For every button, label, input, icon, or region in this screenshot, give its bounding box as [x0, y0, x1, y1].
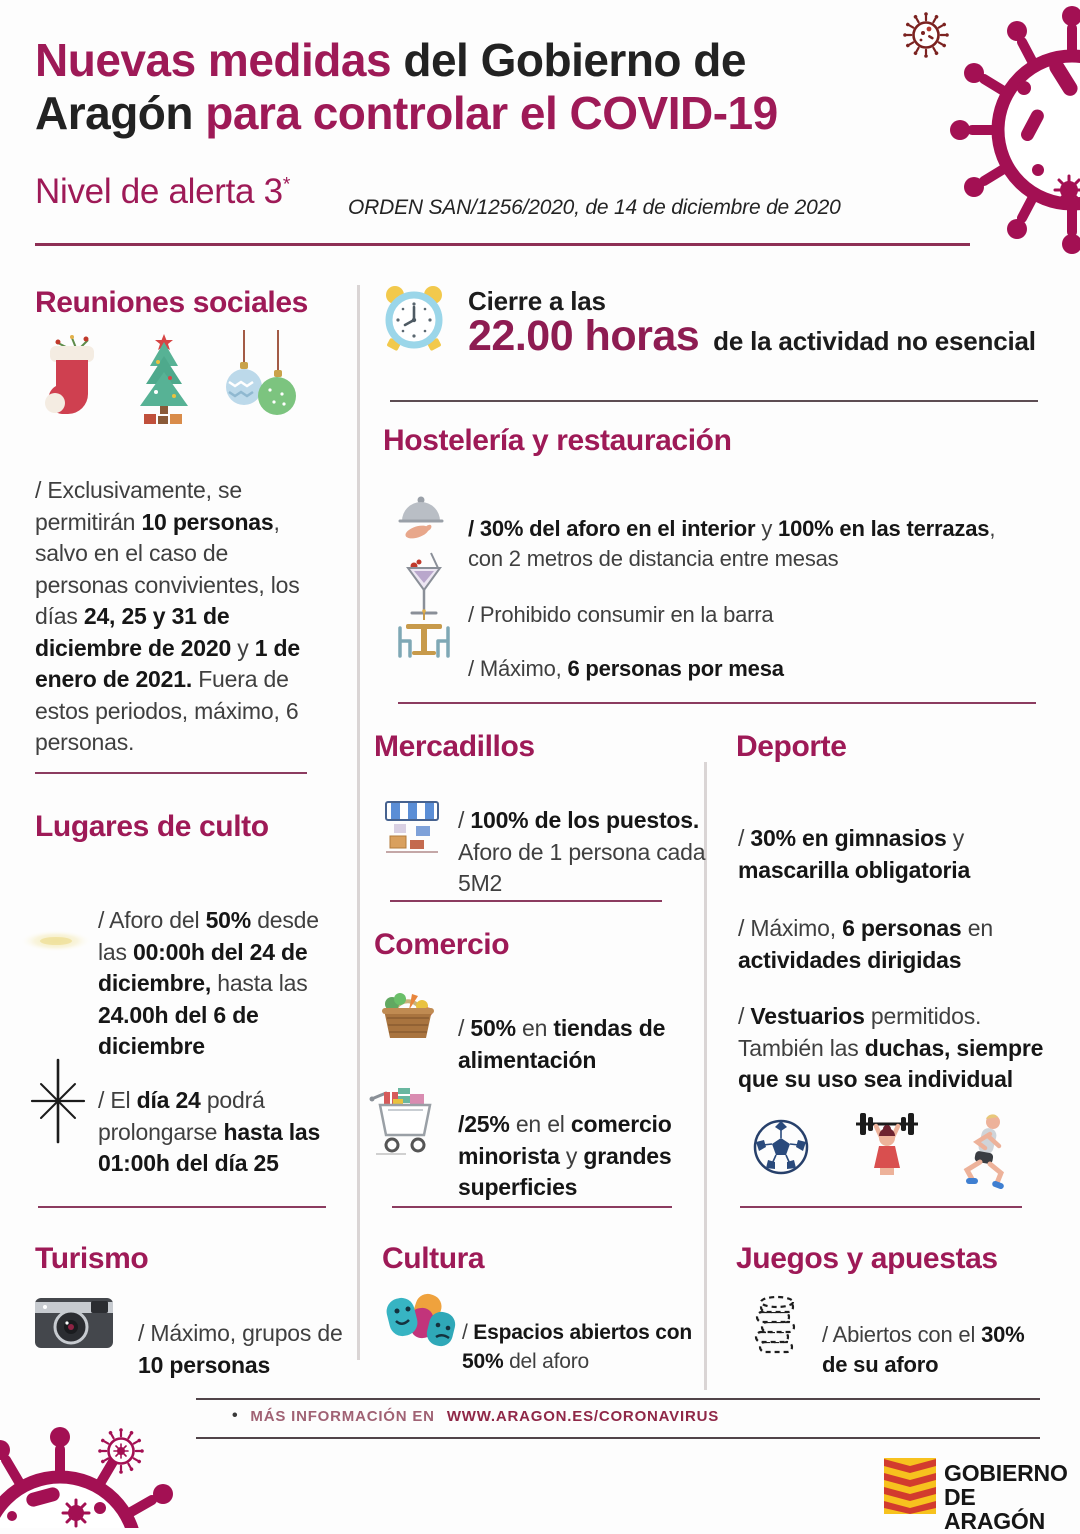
hosteleria-item-2-text: / Prohibido consumir en la barra: [468, 602, 774, 627]
footer-info-prefix: MÁS INFORMACIÓN EN: [250, 1407, 435, 1425]
weightlifting-icon: [852, 1108, 922, 1182]
section-title-hosteleria: Hostelería y restauración: [383, 424, 732, 457]
divider: [398, 702, 1036, 704]
hosteleria-item-1-text: / 30% del aforo en el interior y 100% en las terrazas, con 2 metros de distancia entre mesas: [468, 516, 996, 572]
deporte-item-1-text: / 30% en gimnasios y mascarilla obligatoria: [738, 825, 971, 883]
section-title-culto: Lugares de culto: [35, 810, 269, 843]
alert-level-text: Nivel de alerta 3: [35, 172, 283, 211]
christmas-tree-icon: [128, 332, 200, 428]
virus-small-bottom-left-icon: [98, 1428, 144, 1474]
section-title-comercio: Comercio: [374, 928, 510, 961]
theater-masks-icon: [384, 1292, 460, 1354]
cultura-item-text: / Espacios abiertos con 50% del aforo: [462, 1321, 692, 1373]
section-title-cultura: Cultura: [382, 1242, 485, 1275]
footer-divider-bottom: [196, 1437, 1040, 1439]
divider: [390, 400, 1038, 402]
title-rest-2: Aragón: [35, 87, 206, 140]
candle-glow-icon: [18, 918, 94, 964]
section-title-mercadillos: Mercadillos: [374, 730, 535, 763]
shopping-cart-icon: [366, 1082, 442, 1162]
closure-time: 22.00 horas: [468, 312, 700, 360]
column-divider-left: [357, 285, 360, 1360]
bullet-icon: •: [232, 1407, 239, 1424]
gobierno-aragon-logo: [944, 1462, 1080, 1534]
juegos-item-text: / Abiertos con el 30% de su aforo: [822, 1322, 1025, 1378]
footer-info-url: WWW.ARAGON.ES/CORONAVIRUS: [446, 1407, 720, 1425]
title-rest-1: del Gobierno de: [391, 34, 746, 86]
footer-info: [232, 1407, 719, 1425]
logo-line-1: GOBIERNO: [944, 1460, 1068, 1486]
culto-item-2-text: / El día 24 podrá prolongarse hasta las 01:00h del día 25: [98, 1087, 321, 1176]
ornaments-icon: [222, 330, 298, 426]
hosteleria-item-3-text: / Máximo, 6 personas por mesa: [468, 656, 784, 681]
divider: [740, 1206, 1022, 1208]
runner-icon: [952, 1112, 1016, 1190]
reuniones-text: / Exclusivamente, se permitirán 10 personas, salvo en el caso de personas convivientes, los días 24, 25 y 31 de diciembre de 2020 y 1 de enero de 2021. Fuera de estos periodos, máximo, 6 personas.: [35, 477, 300, 755]
deporte-item-2-text: / Máximo, 6 personas en actividades dirigidas: [738, 915, 993, 973]
camera-icon: [33, 1288, 115, 1352]
divider: [35, 772, 307, 774]
comercio-item-2-text: /25% en el comercio minorista y grandes superficies: [458, 1111, 672, 1200]
culto-item-1-text: / Aforo del 50% desde las 00:00h del 24 de diciembre, hasta las 24.00h del 6 de diciembre: [98, 907, 319, 1059]
turismo-item-text: / Máximo, grupos de 10 personas: [138, 1320, 343, 1378]
closure-statement: [468, 312, 1036, 361]
cloche-icon: [398, 490, 444, 546]
table-chairs-icon: [392, 608, 456, 670]
section-title-turismo: Turismo: [35, 1242, 149, 1275]
divider: [38, 1206, 326, 1208]
section-title-deporte: Deporte: [736, 730, 847, 763]
header-divider: [35, 243, 970, 246]
closure-prefix: Cierre a las: [468, 286, 606, 316]
comercio-item-1-text: / 50% en tiendas de alimentación: [458, 1015, 666, 1073]
food-basket-icon: [378, 986, 438, 1048]
closure-suffix: de la actividad no esencial: [713, 326, 1036, 356]
logo-line-2: DE ARAGÓN: [944, 1483, 1046, 1534]
footer-divider-top: [196, 1398, 1040, 1400]
market-stall-icon: [382, 796, 442, 860]
mercadillos-item-text: / 100% de los puestos. Aforo de 1 persona cada 5M2: [458, 807, 706, 896]
page-title: [35, 34, 778, 141]
deporte-item-3-text: / Vestuarios permitidos. También las duchas, siempre que su uso sea individual: [738, 1003, 1044, 1092]
divider: [392, 1206, 672, 1208]
virus-large-top-right-icon: [938, 0, 1080, 262]
section-title-reuniones: Reuniones sociales: [35, 286, 308, 319]
poker-chips-icon: [748, 1290, 802, 1356]
order-reference: ORDEN SAN/1256/2020, de 14 de diciembre de 2020: [348, 196, 841, 219]
alert-asterisk: *: [282, 174, 291, 196]
divider: [390, 900, 662, 902]
christmas-stocking-icon: [42, 330, 104, 426]
alarm-clock-icon: [382, 282, 446, 354]
section-title-juegos: Juegos y apuestas: [736, 1242, 998, 1275]
alert-level: [35, 172, 290, 212]
aragon-flag-icon: [884, 1458, 936, 1514]
title-accent-1: Nuevas medidas: [35, 34, 392, 86]
soccer-ball-icon: [752, 1118, 810, 1176]
title-accent-2: para controlar el COVID-19: [205, 87, 778, 140]
star-icon: [20, 1056, 96, 1146]
